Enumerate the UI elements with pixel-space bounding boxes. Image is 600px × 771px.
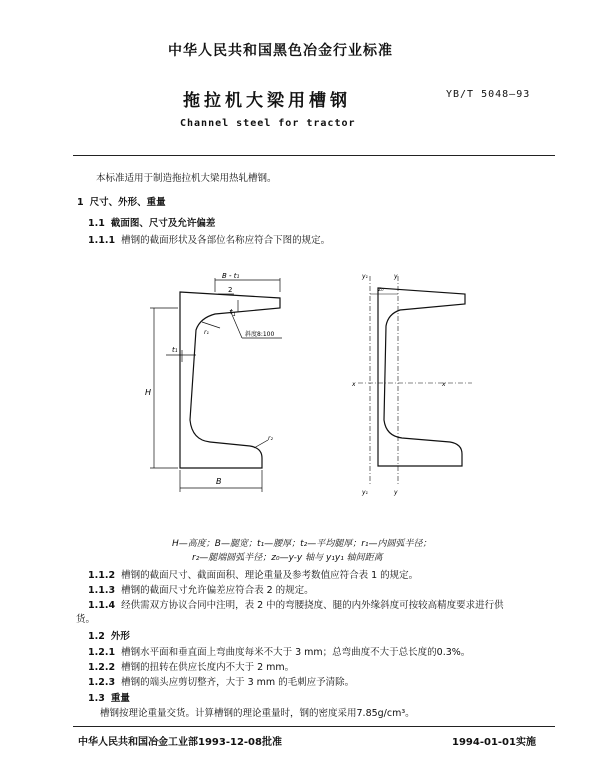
section-1-1-3-text: 槽钢的截面尺寸允许偏差应符合表 2 的规定。 <box>121 585 314 596</box>
section-1-1-1-text: 槽钢的截面形状及各部位名称应符合下图的规定。 <box>121 235 331 246</box>
standard-number: YB/T 5048—93 <box>446 89 531 100</box>
header-rule <box>73 155 555 156</box>
section-1-1-num: 1.1 <box>88 218 105 229</box>
section-1-1-title: 截面图、尺寸及允许偏差 <box>110 218 216 229</box>
section-1-2-num: 1.2 <box>88 631 105 642</box>
section-1-1-2-num: 1.1.2 <box>88 570 116 581</box>
legend-line-2: r₂—腿端圆弧半径；z₀—y-y 轴与 y₁y₁ 轴间距离 <box>192 553 383 563</box>
section-1-1-4 <box>88 599 504 613</box>
legend-line-1: H—高度；B—腿宽；t₁—腰厚；t₂—平均腿厚；r₁—内圆弧半径； <box>172 539 432 549</box>
effective-date: 1994-01-01实施 <box>452 737 536 748</box>
org-title: 中华人民共和国黑色冶金行业标准 <box>168 43 393 59</box>
section-1-1-2-text: 槽钢的截面尺寸、截面面积、理论重量及参考数值应符合表 1 的规定。 <box>121 570 419 581</box>
label-b: B <box>216 477 222 486</box>
section-1-1-4-text-2: 货。 <box>76 614 96 625</box>
label-y1-top: y₁ <box>362 273 368 280</box>
section-1-title: 尺寸、外形、重量 <box>89 197 166 208</box>
label-b-half: 2 <box>228 286 233 294</box>
section-1-1-4-text-1: 经供需双方协议合同中注明，表 2 中的弯腰挠度、腿的内外缘斜度可按较高精度要求进行供 <box>121 600 504 611</box>
section-1-3-text: 槽钢按理论重量交货。计算槽钢的理论重量时，钢的密度采用7.85g/cm³。 <box>100 708 415 719</box>
label-t2 <box>230 308 236 318</box>
section-1-3 <box>88 692 130 706</box>
section-1-2-3-num: 1.2.3 <box>88 677 116 688</box>
section-1-1-3 <box>88 584 314 598</box>
label-y1-bottom: y₁ <box>362 489 368 496</box>
label-z0: z₀ <box>378 286 384 293</box>
section-1-3-num: 1.3 <box>88 693 105 704</box>
section-1 <box>77 196 166 210</box>
intro-text: 本标准适用于制造拖拉机大梁用热轧槽钢。 <box>96 173 277 184</box>
channel-section-drawing <box>130 270 300 500</box>
label-x-left: x <box>352 381 356 388</box>
section-1-1 <box>88 217 215 231</box>
section-1-2-2-num: 1.2.2 <box>88 662 116 673</box>
doc-title: 拖拉机大梁用槽钢 <box>183 91 351 111</box>
section-1-1-1-num: 1.1.1 <box>88 235 116 246</box>
section-1-2-2-text: 槽钢的扭转在供应长度内不大于 2 mm。 <box>121 662 295 673</box>
label-y-top: y <box>394 273 398 280</box>
approval-text: 中华人民共和国冶金工业部1993-12-08批准 <box>78 737 282 748</box>
label-x-right: x <box>442 381 446 388</box>
label-t1: t₁ <box>172 346 178 354</box>
section-1-num: 1 <box>77 197 84 208</box>
section-1-2-1 <box>88 646 470 660</box>
label-r1: r₁ <box>204 329 209 336</box>
section-1-3-title: 重量 <box>110 693 130 704</box>
label-t-letter: t <box>230 308 233 316</box>
label-t-subscript: 1 <box>232 312 236 318</box>
section-1-2-2 <box>88 661 294 675</box>
section-1-2-1-num: 1.2.1 <box>88 647 116 658</box>
label-slope: 斜度8:100 <box>245 331 275 338</box>
section-1-1-1 <box>88 234 330 248</box>
label-r2: r₂ <box>268 435 273 442</box>
section-1-2-title: 外形 <box>110 631 130 642</box>
channel-axes-drawing <box>350 270 480 500</box>
footer-rule <box>73 726 555 727</box>
section-1-2-3 <box>88 676 354 690</box>
section-1-2-1-text: 槽钢水平面和垂直面上弯曲度每米不大于 3 mm；总弯曲度不大于总长度的0.3%。 <box>121 647 471 658</box>
section-1-1-4-num: 1.1.4 <box>88 600 116 611</box>
label-h: H <box>145 388 152 397</box>
section-1-2 <box>88 630 130 644</box>
section-1-2-3-text: 槽钢的端头应剪切整齐，大于 3 mm 的毛刺应予清除。 <box>121 677 355 688</box>
section-1-1-3-num: 1.1.3 <box>88 585 116 596</box>
english-title: Channel steel for tractor <box>180 118 356 129</box>
label-y-bottom: y <box>394 489 398 496</box>
section-1-1-2 <box>88 569 418 583</box>
label-b-minus-t1: B - t₁ <box>222 272 240 280</box>
